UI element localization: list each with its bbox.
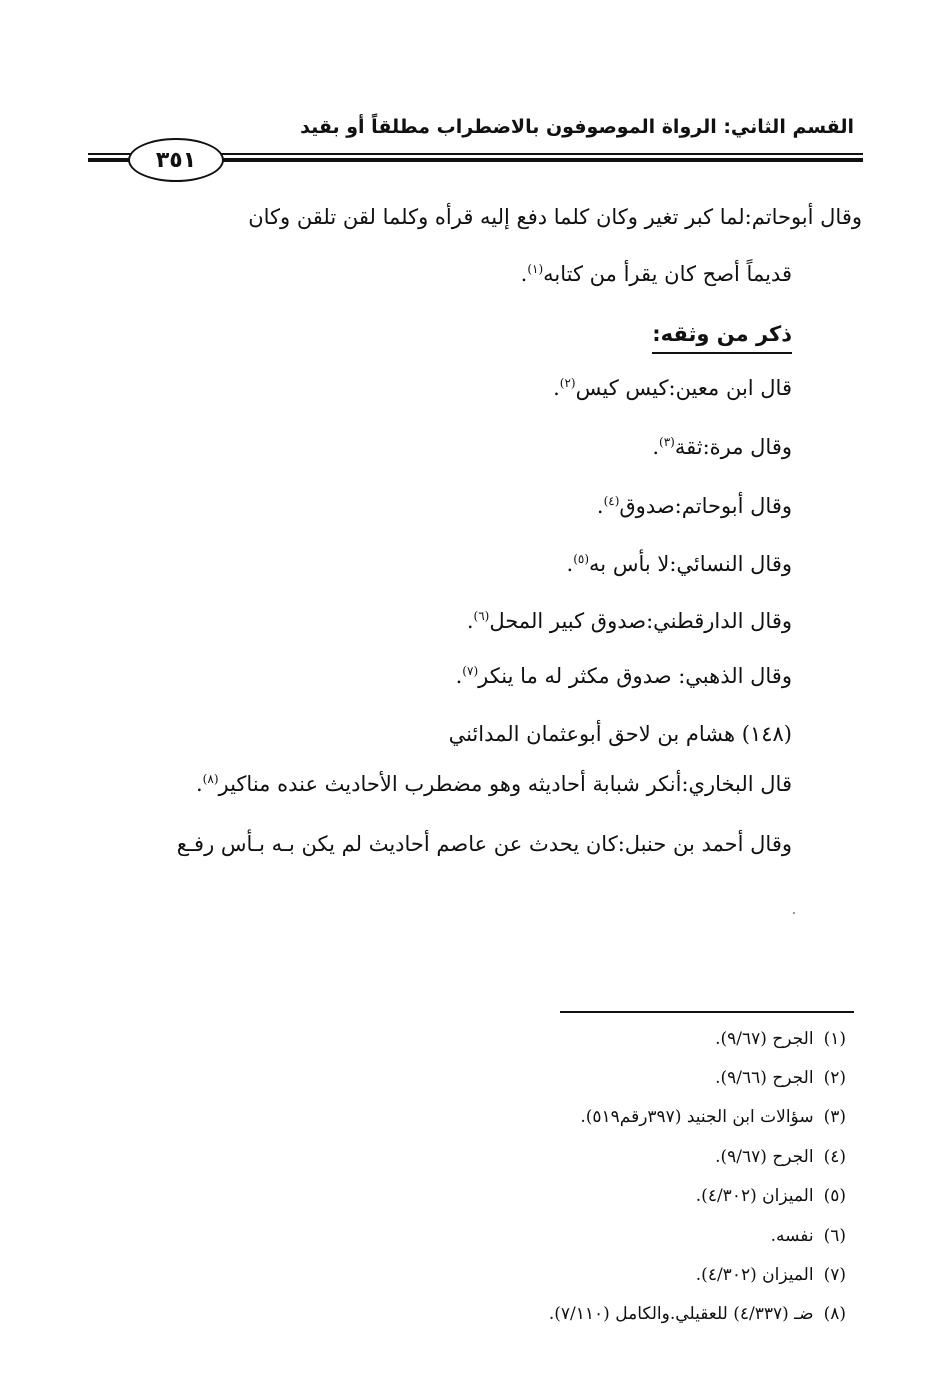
- footnote-1: (١)الجرح (٩/٦٧).: [715, 1029, 846, 1049]
- footnote-8: (٨)ضـ (٤/٣٣٧) للعقيلي.والكامل (٧/١١٠).: [548, 1304, 846, 1324]
- footnote-separator: [560, 1011, 854, 1013]
- body-line-5: وقال أبوحاتم:صدوق$^{(٤)}$.: [596, 494, 792, 518]
- footnote-6: (٦)نفسه.: [770, 1226, 846, 1246]
- body-line-2: قديماً أصح كان يقرأ من كتابه$^{(١)}$.: [520, 262, 792, 286]
- footnote-ref: (٧): [462, 664, 479, 678]
- footnote-ref: (٥): [573, 552, 590, 566]
- footnote-ref: (١): [527, 262, 544, 276]
- footnote-3: (٣)سؤالات ابن الجنيد (٣٩٧رقم٥١٩).: [580, 1107, 846, 1127]
- body-line-1: وقال أبوحاتم:لما كبر تغير وكان كلما دفع إليه قرأه وكلما لقن تلقن وكان: [248, 205, 862, 229]
- footnote-ref: (٣): [659, 435, 675, 449]
- page-number: [128, 138, 224, 182]
- running-header: القسم الثاني: الرواة الموصوفون بالاضطراب مطلقاً أو بقيد: [300, 116, 854, 138]
- entry-heading: (١٤٨) هشام بن لاحق أبوعثمان المدائني: [448, 722, 792, 746]
- footnote-5: (٥)الميزان (٤/٣٠٢).: [695, 1186, 846, 1206]
- footnote-ref: (٨): [202, 772, 219, 786]
- footnote-ref: (٢): [559, 376, 576, 390]
- body-line-7: وقال الدارقطني:صدوق كبير المحل$^{(٦)}$.: [466, 609, 792, 633]
- stray-dot: [793, 912, 795, 914]
- body-line-6: وقال النسائي:لا بأس به$^{(٥)}$.: [566, 552, 792, 576]
- footnote-4: (٤)الجرح (٩/٦٧).: [715, 1147, 846, 1167]
- footnote-7: (٧)الميزان (٤/٣٠٢).: [695, 1265, 846, 1285]
- section-heading: ذكر من وثقه:: [652, 322, 792, 354]
- body-line-10: قال البخاري:أنكر شبابة أحاديثه وهو مضطرب الأحاديث عنده مناكير$^{(٨)}$.: [195, 772, 792, 796]
- body-line-4: وقال مرة:ثقة$^{(٣)}$.: [652, 435, 792, 459]
- body-line-3: قال ابن معين:كيس كيس$^{(٢)}$.: [553, 376, 792, 400]
- footnote-ref: (٦): [473, 609, 490, 623]
- footnote-ref: (٤): [603, 494, 620, 508]
- body-line-8: وقال الذهبي: صدوق مكثر له ما ينكر$^{(٧)}$.: [455, 664, 792, 688]
- page-number-text: ٣٥١: [155, 147, 197, 173]
- footnote-2: (٢)الجرح (٩/٦٦).: [715, 1068, 846, 1088]
- body-line-11: وقال أحمد بن حنبل:كان يحدث عن عاصم أحاديث لم يكن بـه بـأس رفـع: [176, 832, 792, 856]
